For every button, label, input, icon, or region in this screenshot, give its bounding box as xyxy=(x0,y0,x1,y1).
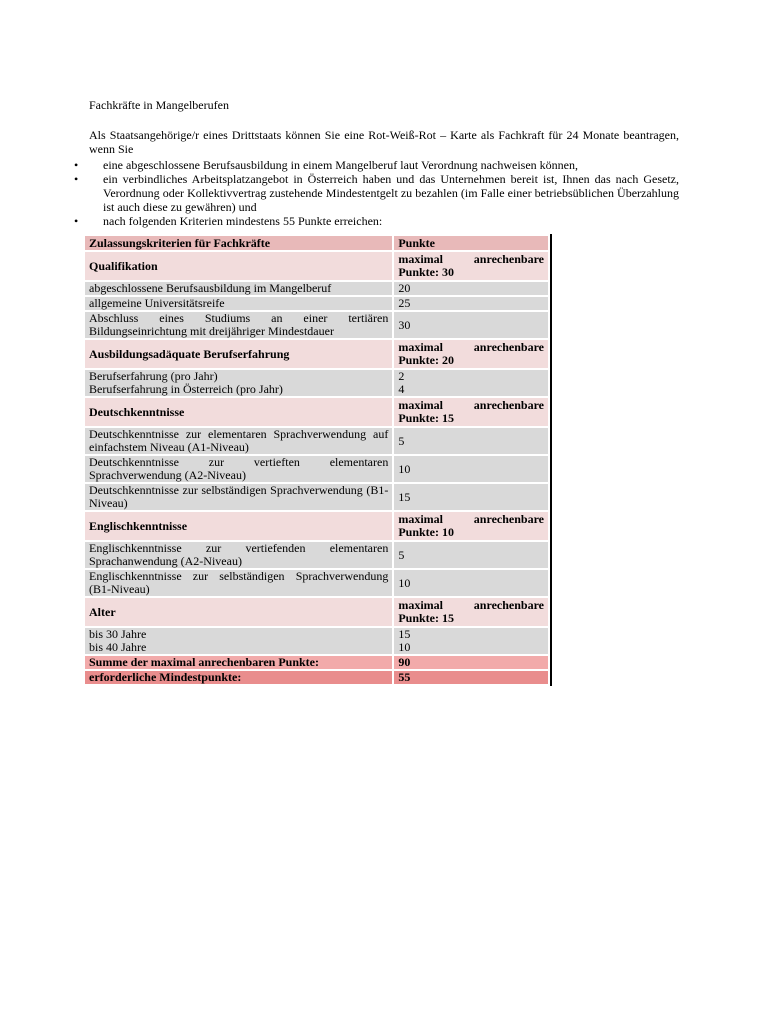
max-label: maximal xyxy=(398,252,443,266)
list-item xyxy=(74,158,679,172)
section-title: Qualifikation xyxy=(85,252,392,280)
table-row xyxy=(85,542,548,568)
creditable-label: anrechenbare xyxy=(473,252,544,266)
section-max-points xyxy=(394,512,548,540)
criteria-cell: bis 30 Jahre bis 40 Jahre xyxy=(85,628,392,654)
minimum-label: erforderliche Mindestpunkte: xyxy=(85,671,392,684)
bullet-icon: • xyxy=(74,158,79,172)
bullet-icon: • xyxy=(74,172,79,186)
creditable-label: anrechenbare xyxy=(473,340,544,354)
points-cell: 25 xyxy=(394,297,548,310)
max-label: maximal xyxy=(398,398,443,412)
section-row xyxy=(85,598,548,626)
points-cell: 5 xyxy=(394,542,548,568)
list-item xyxy=(74,172,679,214)
table-header-row xyxy=(85,236,548,250)
section-max-points xyxy=(394,598,548,626)
document-heading: Fachkräfte in Mangelberufen xyxy=(89,98,229,112)
max-label: maximal xyxy=(398,340,443,354)
sum-value: 90 xyxy=(394,656,548,669)
criteria-cell: Englischkenntnisse zur selbständigen Sprachverwendung (B1-Niveau) xyxy=(85,570,392,596)
table-row xyxy=(85,570,548,596)
section-title: Ausbildungsadäquate Berufserfahrung xyxy=(85,340,392,368)
minimum-value: 55 xyxy=(394,671,548,684)
section-title: Deutschkenntnisse xyxy=(85,398,392,426)
minimum-row xyxy=(85,671,548,684)
points-cell: 20 xyxy=(394,282,548,295)
section-max-points xyxy=(394,398,548,426)
points-cell: 5 xyxy=(394,428,548,454)
max-points-value: Punkte: 30 xyxy=(398,265,454,279)
criteria-cell: Englischkenntnisse zur vertiefenden elementaren Sprachanwendung (A2-Niveau) xyxy=(85,542,392,568)
table-row xyxy=(85,628,548,654)
section-title: Englischkenntnisse xyxy=(85,512,392,540)
header-criteria: Zulassungskriterien für Fachkräfte xyxy=(85,236,392,250)
table-row xyxy=(85,312,548,338)
requirements-list xyxy=(74,158,679,228)
criteria-cell: Berufserfahrung (pro Jahr) Berufserfahrung in Österreich (pro Jahr) xyxy=(85,370,392,396)
table-row xyxy=(85,456,548,482)
max-points-value: Punkte: 15 xyxy=(398,611,454,625)
criteria-cell: Abschluss eines Studiums an einer tertiären Bildungseinrichtung mit dreijähriger Mindestdauer xyxy=(85,312,392,338)
creditable-label: anrechenbare xyxy=(473,512,544,526)
list-item-text: nach folgenden Kriterien mindestens 55 Punkte erreichen: xyxy=(103,214,383,228)
points-cell: 30 xyxy=(394,312,548,338)
max-label: maximal xyxy=(398,512,443,526)
max-points-value: Punkte: 10 xyxy=(398,525,454,539)
points-cell: 2 4 xyxy=(394,370,548,396)
section-max-points xyxy=(394,340,548,368)
table-row xyxy=(85,428,548,454)
max-points-value: Punkte: 20 xyxy=(398,353,454,367)
sum-label: Summe der maximal anrechenbaren Punkte: xyxy=(85,656,392,669)
list-item-text: eine abgeschlossene Berufsausbildung in einem Mangelberuf laut Verordnung nachweisen können, xyxy=(103,158,578,172)
criteria-cell: allgemeine Universitätsreife xyxy=(85,297,392,310)
section-max-points xyxy=(394,252,548,280)
table-row xyxy=(85,282,548,295)
creditable-label: anrechenbare xyxy=(473,398,544,412)
section-row xyxy=(85,398,548,426)
list-item xyxy=(74,214,679,228)
section-row xyxy=(85,252,548,280)
criteria-table xyxy=(83,234,552,686)
table-row xyxy=(85,484,548,510)
criteria-cell: Deutschkenntnisse zur selbständigen Sprachverwendung (B1-Niveau) xyxy=(85,484,392,510)
criteria-cell: abgeschlossene Berufsausbildung im Mangelberuf xyxy=(85,282,392,295)
table-row xyxy=(85,370,548,396)
sum-row xyxy=(85,656,548,669)
bullet-icon: • xyxy=(74,214,79,228)
section-row xyxy=(85,340,548,368)
table-row xyxy=(85,297,548,310)
points-cell: 15 10 xyxy=(394,628,548,654)
creditable-label: anrechenbare xyxy=(473,598,544,612)
criteria-cell: Deutschkenntnisse zur vertieften elementaren Sprachverwendung (A2-Niveau) xyxy=(85,456,392,482)
header-points: Punkte xyxy=(394,236,548,250)
points-cell: 10 xyxy=(394,456,548,482)
intro-paragraph: Als Staatsangehörige/r eines Drittstaats können Sie eine Rot-Weiß-Rot – Karte als Fachkraft für 24 Monate beantragen, wenn Sie xyxy=(89,128,679,156)
points-cell: 15 xyxy=(394,484,548,510)
list-item-text: ein verbindliches Arbeitsplatzangebot in Österreich haben und das Unternehmen bereit ist, Ihnen das nach Gesetz, Verordnung oder Kollektivvertrag zustehende Mindestentgelt zu bezahlen (im Falle einer betriebsüblichen Überzahlung ist auch diese zu gewähren) und xyxy=(103,172,679,214)
criteria-cell: Deutschkenntnisse zur elementaren Sprachverwendung auf einfachstem Niveau (A1-Niveau) xyxy=(85,428,392,454)
max-label: maximal xyxy=(398,598,443,612)
points-cell: 10 xyxy=(394,570,548,596)
max-points-value: Punkte: 15 xyxy=(398,411,454,425)
section-title: Alter xyxy=(85,598,392,626)
section-row xyxy=(85,512,548,540)
